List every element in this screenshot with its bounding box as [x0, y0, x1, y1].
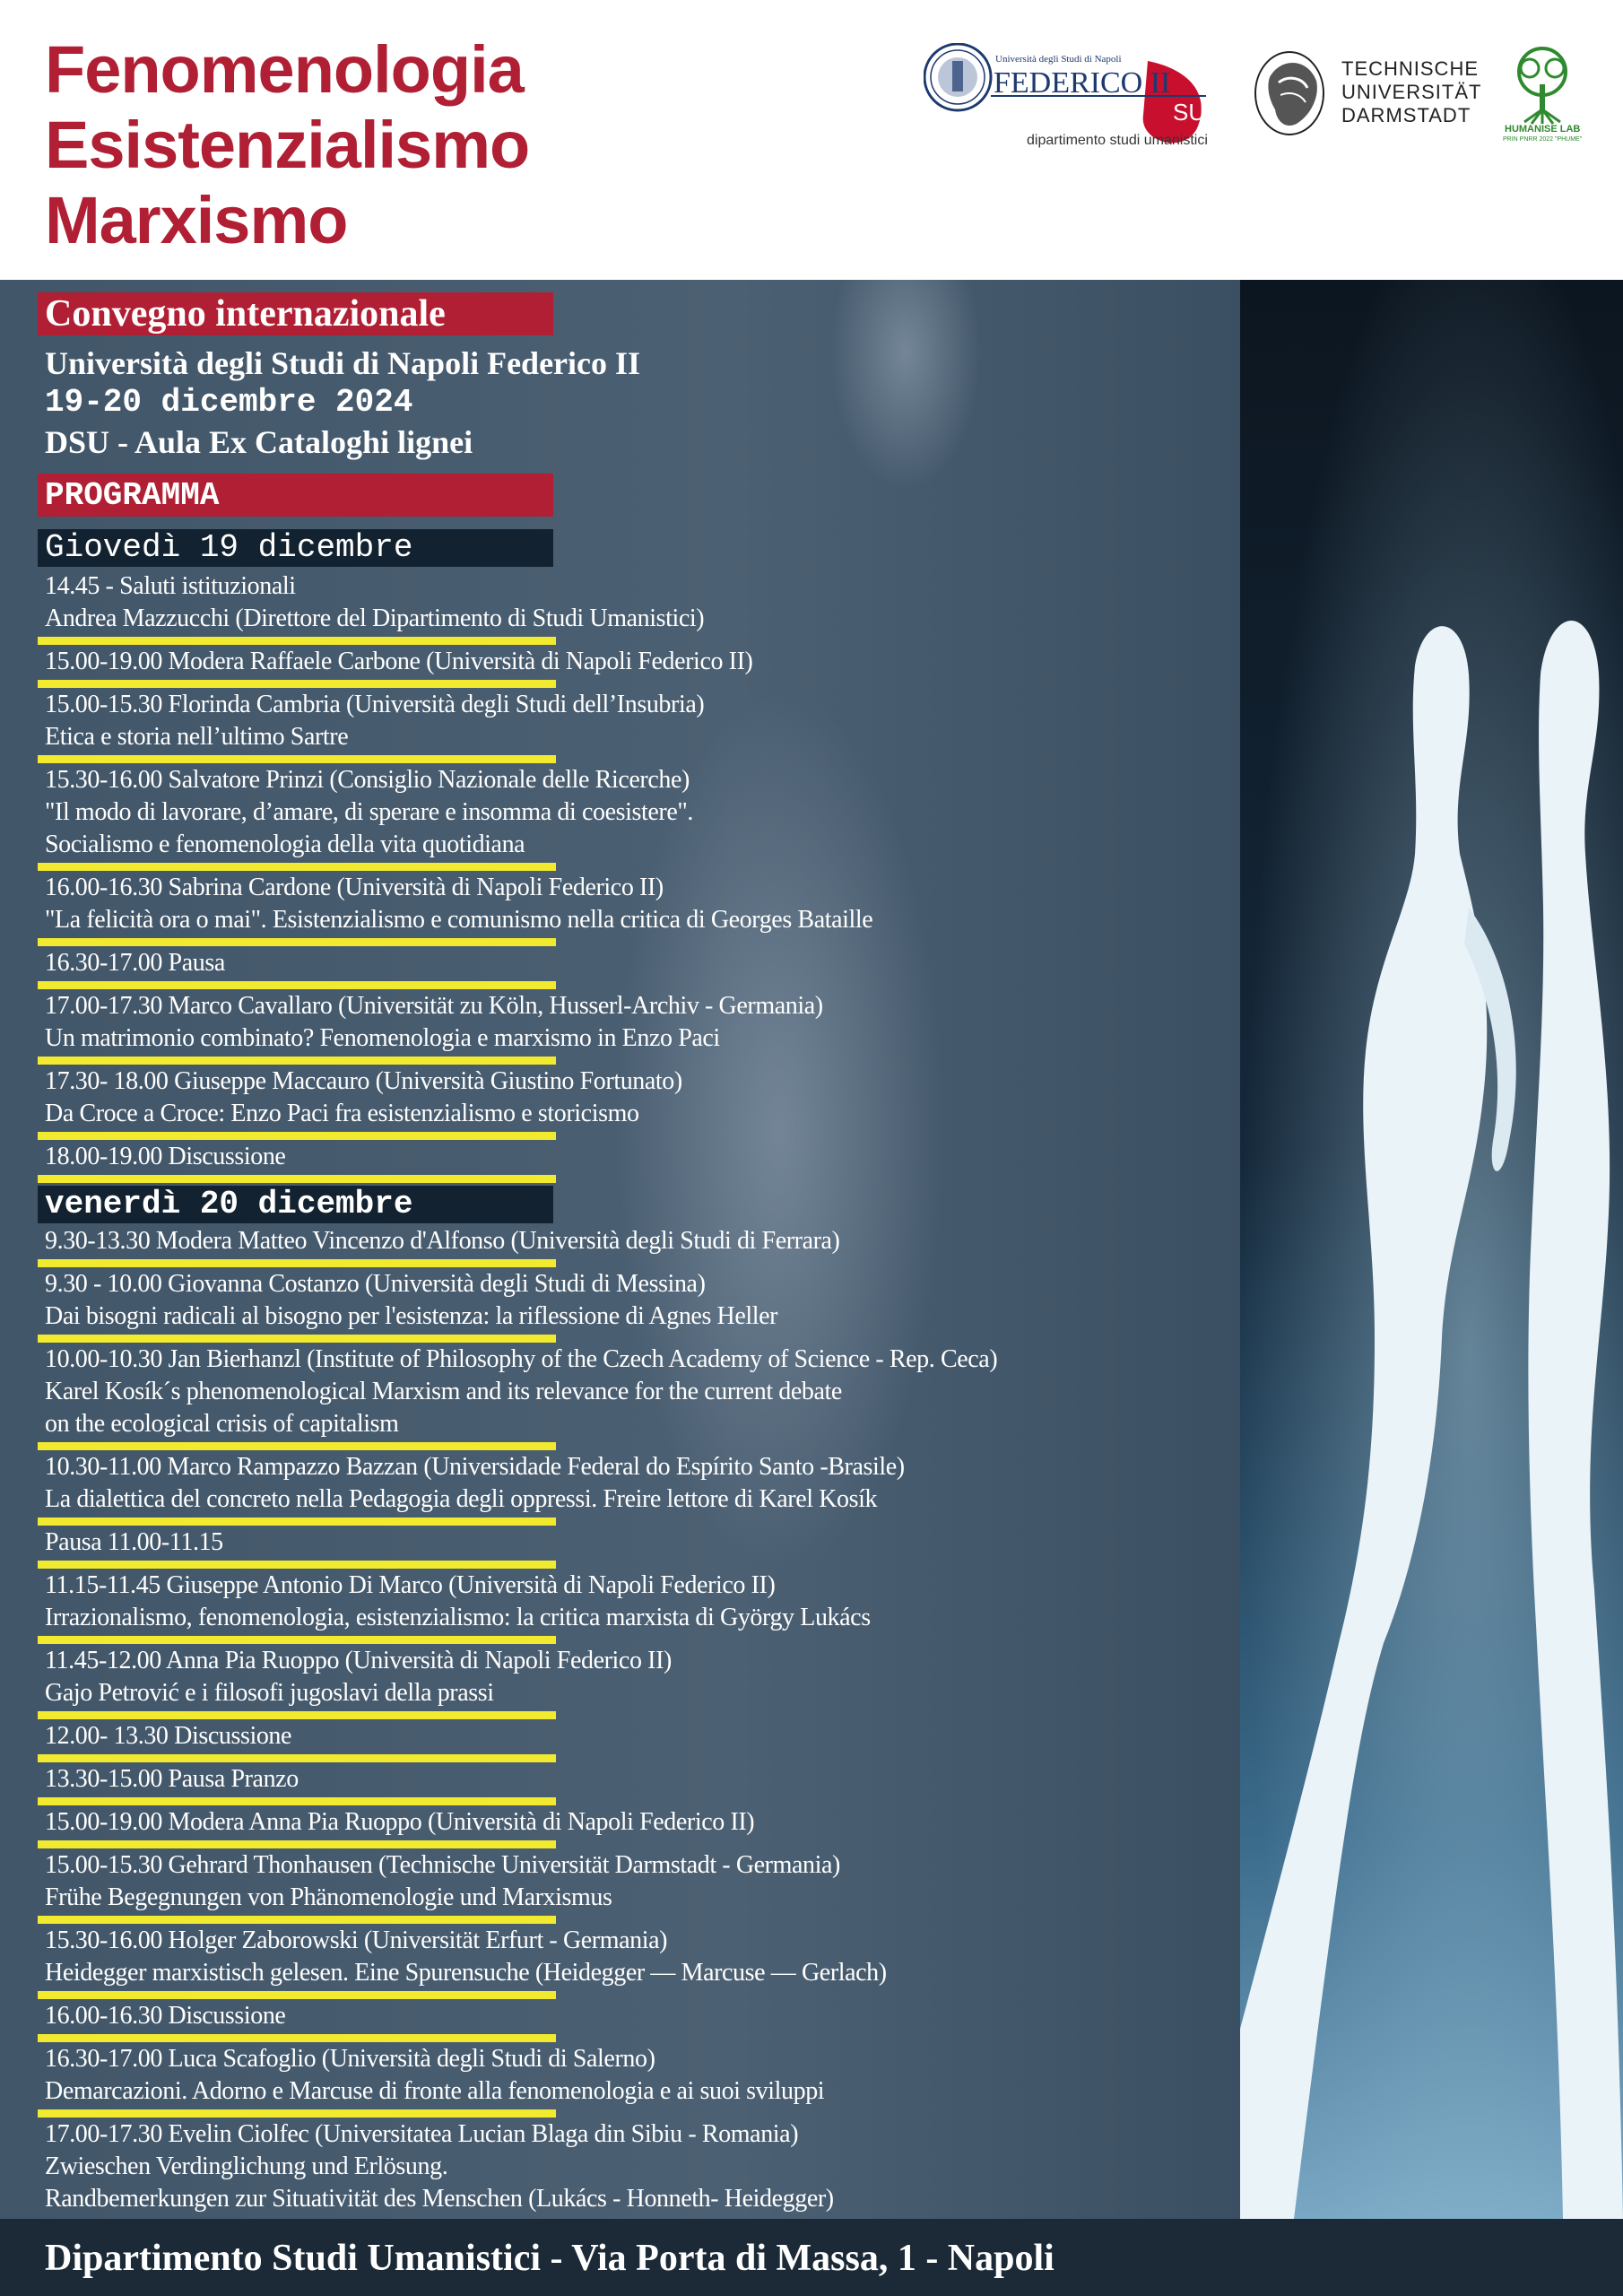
program-line: 17.30- 18.00 Giuseppe Maccauro (Università Giustino Fortunato) [45, 1067, 682, 1095]
program-line: 13.30-15.00 Pausa Pranzo [45, 1765, 299, 1793]
program-line: 14.45 - Saluti istituzionali [45, 572, 296, 600]
humanise-lab-name: HUMANISE LAB [1505, 124, 1581, 135]
program-line: Karel Kosík´s phenomenological Marxism and its relevance for the current debate [45, 1378, 842, 1405]
program-line: Etica e storia nell’ultimo Sartre [45, 723, 349, 751]
program-line: 11.15-11.45 Giuseppe Antonio Di Marco (Università di Napoli Federico II) [45, 1571, 776, 1599]
program-line: Frühe Begegnungen von Phänomenologie und Marxismus [45, 1883, 612, 1911]
program-line: Zwieschen Verdinglichung und Erlösung. [45, 2152, 448, 2180]
program-line: Heidegger marxistisch gelesen. Eine Spurensuche (Heidegger — Marcuse — Gerlach) [45, 1959, 887, 1987]
program-line: Pausa 11.00-11.15 [45, 1528, 223, 1556]
highlight-bar [38, 1518, 556, 1526]
program-line: La dialettica del concreto nella Pedagogia degli oppressi. Freire lettore di Karel Kosík [45, 1485, 878, 1513]
program-line: 17.00-17.30 Evelin Ciolfec (Universitatea Lucian Blaga din Sibiu - Romania) [45, 2120, 799, 2148]
conference-venue: DSU - Aula Ex Cataloghi lignei [45, 424, 473, 460]
program-line: 16.30-17.00 Pausa [45, 949, 225, 977]
title-line: Marxismo [45, 183, 348, 257]
highlight-bar [38, 1797, 556, 1805]
program-line: Irrazionalismo, fenomenologia, esistenzialismo: la critica marxista di György Lukács [45, 1604, 871, 1631]
header [0, 0, 1623, 280]
highlight-bar [38, 1636, 556, 1644]
programma-heading: PROGRAMMA [45, 477, 220, 514]
day-heading: venerdì 20 dicembre [45, 1186, 413, 1222]
highlight-bar [38, 1442, 556, 1450]
program-line: Randbemerkungen zur Situativität des Menschen (Lukács - Honneth- Heidegger) [45, 2185, 834, 2213]
highlight-bar [38, 1132, 556, 1140]
unina-department: dipartimento studi umanistici [1027, 133, 1208, 148]
program-line: 16.00-16.30 Discussione [45, 2002, 286, 2030]
highlight-bar [38, 981, 556, 989]
program-panel [0, 280, 1623, 2219]
program-line: 9.30 - 10.00 Giovanna Costanzo (Università degli Studi di Messina) [45, 1270, 706, 1298]
sculpture-photo [1240, 280, 1623, 2219]
humanise-lab-logo [1503, 45, 1584, 148]
unina-top-label: Università degli Studi di Napoli [995, 54, 1122, 65]
program-line: 15.30-16.00 Salvatore Prinzi (Consiglio Nazionale delle Ricerche) [45, 766, 690, 794]
highlight-bar [38, 1754, 556, 1762]
program-line: "La felicità ora o mai". Esistenzialismo e comunismo nella critica di Georges Bataille [45, 906, 873, 934]
program-line: 15.00-15.30 Gehrard Thonhausen (Technische Universität Darmstadt - Germania) [45, 1851, 840, 1879]
highlight-bar [38, 680, 556, 688]
athena-head-icon [1254, 50, 1329, 136]
program-line: 11.45-12.00 Anna Pia Ruoppo (Università di Napoli Federico II) [45, 1647, 672, 1674]
highlight-bar [38, 1335, 556, 1343]
highlight-bar [38, 2034, 556, 2042]
highlight-bar [38, 1561, 556, 1569]
highlight-bar [38, 2109, 556, 2118]
tu-darmstadt-logo [1254, 50, 1482, 140]
program-line: 15.00-19.00 Modera Raffaele Carbone (Università di Napoli Federico II) [45, 648, 753, 675]
title-line: Esistenzialismo [45, 108, 530, 182]
program-line: "Il modo di lavorare, d’amare, di sperare e insomma di coesistere". [45, 798, 694, 826]
program-line: Dai bisogni radicali al bisogno per l'esistenza: la riflessione di Agnes Heller [45, 1302, 778, 1330]
conference-university: Università degli Studi di Napoli Federico II [45, 345, 641, 381]
tu-name-line: UNIVERSITÄT [1341, 81, 1482, 103]
highlight-bar [38, 1057, 556, 1065]
program-line: 15.00-15.30 Florinda Cambria (Università degli Studi dell’Insubria) [45, 691, 705, 718]
program-line: 17.00-17.30 Marco Cavallaro (Universität zu Köln, Husserl-Archiv - Germania) [45, 992, 823, 1020]
program-line: 18.00-19.00 Discussione [45, 1143, 286, 1170]
program-line: 16.30-17.00 Luca Scafoglio (Università degli Studi di Salerno) [45, 2045, 655, 2073]
program-line: Gajo Petrović e i filosofi jugoslavi della prassi [45, 1679, 494, 1707]
unina-badge: SU [1173, 99, 1206, 126]
highlight-bar [38, 1840, 556, 1848]
conference-dates: 19-20 dicembre 2024 [45, 384, 413, 421]
program-line: 16.00-16.30 Sabrina Cardone (Università di Napoli Federico II) [45, 874, 664, 901]
tu-name-line: TECHNISCHE [1341, 57, 1480, 80]
conference-type: Convegno internazionale [45, 293, 446, 335]
title-line: Fenomenologia [45, 32, 524, 107]
unina-name: FEDERICO II [994, 66, 1171, 100]
program-line: Socialismo e fenomenologia della vita quotidiana [45, 831, 525, 858]
tree-icon [1503, 45, 1584, 126]
program-line: 9.30-13.30 Modera Matteo Vincenzo d'Alfonso (Università degli Studi di Ferrara) [45, 1227, 840, 1255]
program-line: Un matrimonio combinato? Fenomenologia e marxismo in Enzo Paci [45, 1024, 720, 1052]
program-line: on the ecological crisis of capitalism [45, 1410, 399, 1438]
highlight-bar [38, 1916, 556, 1924]
federico-ii-logo [924, 43, 1219, 155]
program-line: 12.00- 13.30 Discussione [45, 1722, 292, 1750]
program-line: 10.00-10.30 Jan Bierhanzl (Institute of Philosophy of the Czech Academy of Science - Rep. Ceca) [45, 1345, 998, 1373]
tu-name-line: DARMSTADT [1341, 104, 1471, 126]
highlight-bar [38, 637, 556, 645]
footer [0, 2219, 1623, 2296]
program-line: 15.00-19.00 Modera Anna Pia Ruoppo (Università di Napoli Federico II) [45, 1808, 755, 1836]
day-heading: Giovedì 19 dicembre [45, 529, 413, 566]
program-line: 10.30-11.00 Marco Rampazzo Bazzan (Universidade Federal do Espírito Santo -Brasile) [45, 1453, 905, 1481]
program-line: Demarcazioni. Adorno e Marcuse di fronte alla fenomenologia e ai suoi sviluppi [45, 2077, 825, 2105]
program-line: Andrea Mazzucchi (Direttore del Dipartimento di Studi Umanistici) [45, 604, 705, 632]
highlight-bar [38, 1711, 556, 1719]
main-title [45, 32, 529, 258]
highlight-bar [38, 1991, 556, 1999]
humanise-lab-subtitle: PRIN PNRR 2022 "PHUME" [1503, 136, 1583, 143]
highlight-bar [38, 938, 556, 946]
program-line: 15.30-16.00 Holger Zaborowski (Universität Erfurt - Germania) [45, 1926, 668, 1954]
highlight-bar [38, 755, 556, 763]
highlight-bar [38, 1175, 556, 1183]
highlight-bar [38, 863, 556, 871]
highlight-bar [38, 1259, 556, 1267]
footer-address: Dipartimento Studi Umanistici - Via Porta di Massa, 1 - Napoli [45, 2238, 1055, 2279]
program-line: Da Croce a Croce: Enzo Paci fra esistenzialismo e storicismo [45, 1100, 639, 1127]
